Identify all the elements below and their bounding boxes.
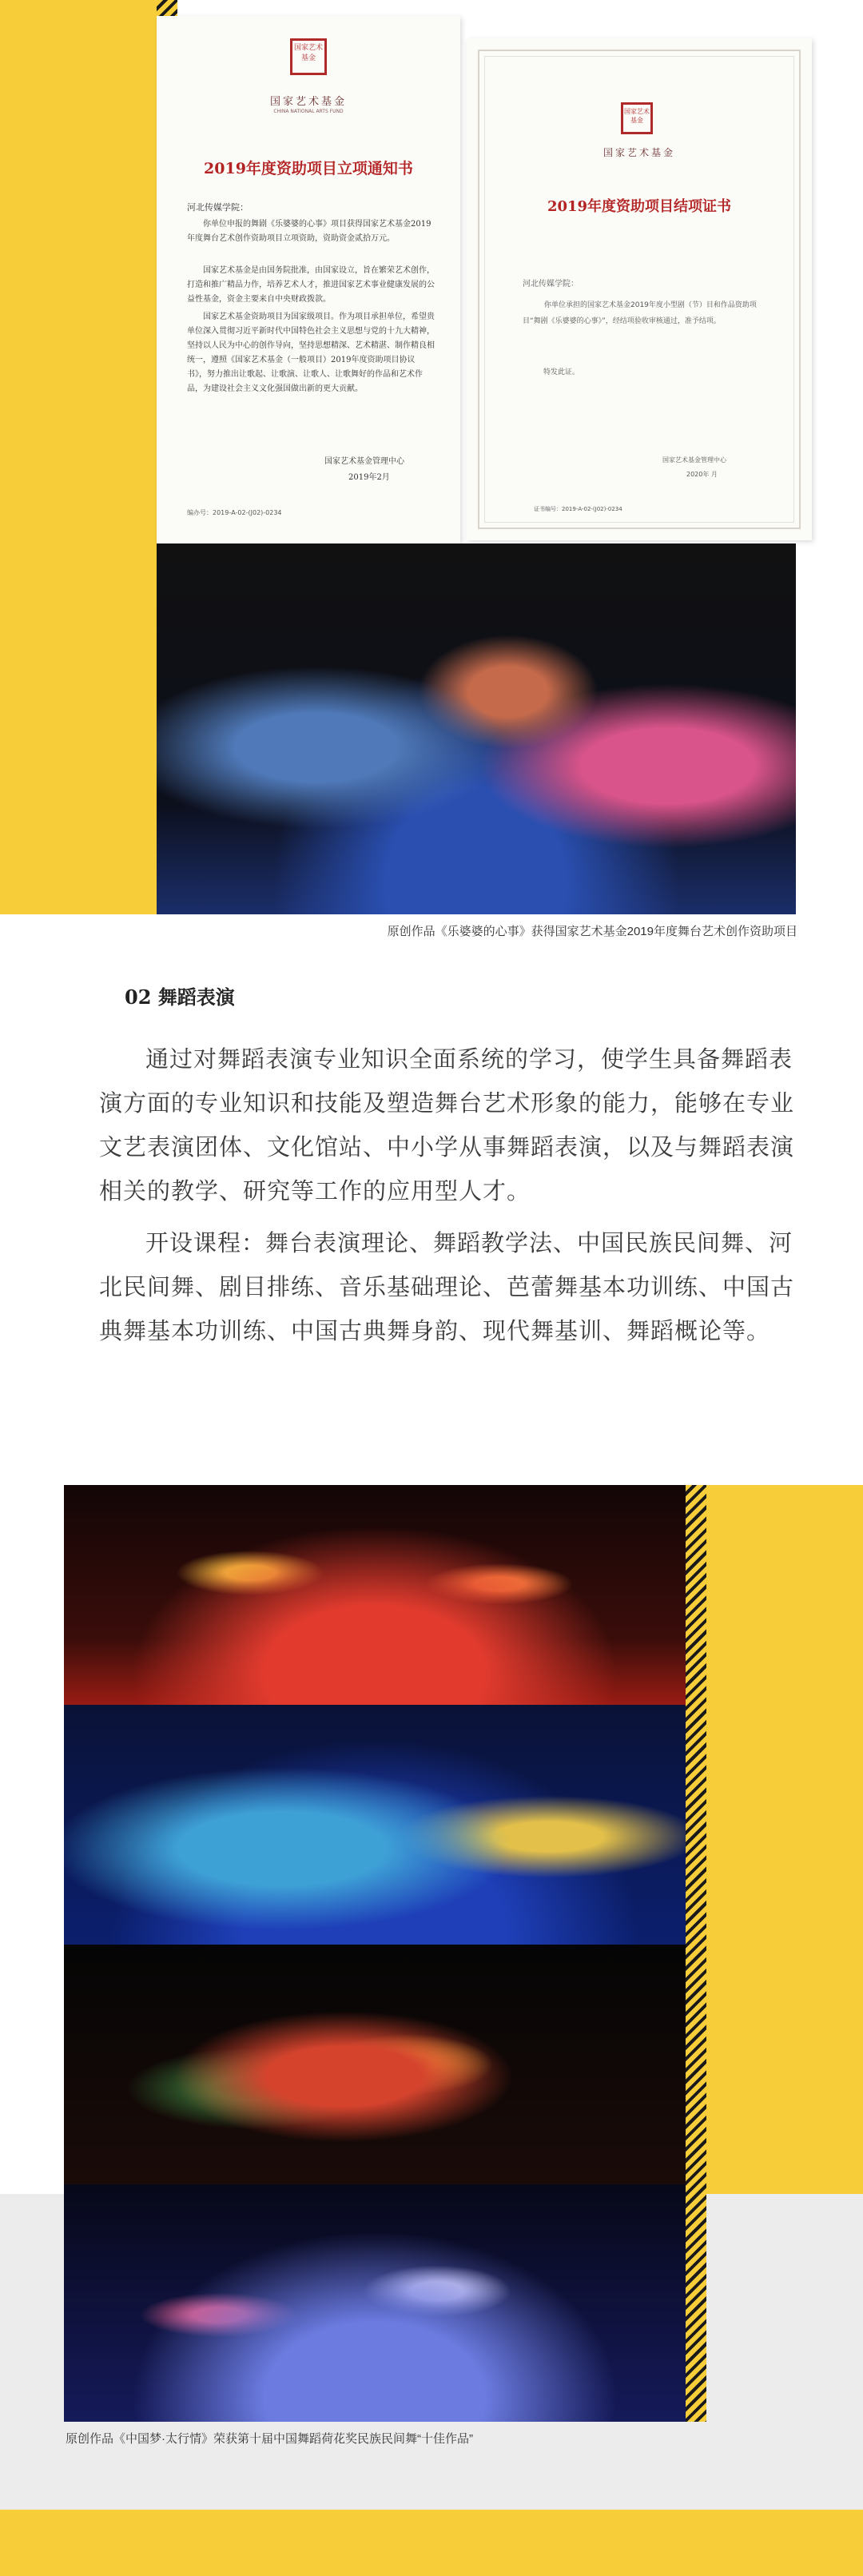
doc1-number: 编办号：2019-A-02-(J02)-0234 <box>187 509 282 516</box>
doc1-body-3: 国家艺术基金资助项目为国家级项目。作为项目承担单位，希望贵单位深入贯彻习近平新时代中国特色社会主义思想与党的十九大精神，坚持以人民为中心的创作导向，坚持思想精深、艺术精湛、制作精良相统一，遵照《国家艺术基金（一般项目）2019年度资助项目协议书》，努力推出让歌起、让歌演、让歌人、让歌舞好的作品和艺术作品，为建设社会主义文化强国做出新的更大贡献。 <box>187 313 435 393</box>
doc2-title: 2019年度资助项目结项证书 <box>547 198 732 215</box>
doc2-closing: 特发此证。 <box>543 368 580 376</box>
completion-certificate-document <box>467 38 812 540</box>
hazard-stripe-bottom <box>686 1485 706 2422</box>
doc1-salutation: 河北传媒学院： <box>187 202 249 213</box>
photo-gallery <box>64 1485 686 2422</box>
gallery-photo-1 <box>64 1485 686 1705</box>
yellow-footer-band <box>0 2510 863 2576</box>
doc1-body-1: 你单位申报的舞剧《乐婆婆的心事》项目获得国家艺术基金2019年度舞台艺术创作资助项目立项资助，资助资金贰拾万元。 <box>187 220 432 243</box>
section-paragraph-2: 开设课程：舞台表演理论、舞蹈教学法、中国民族民间舞、河北民间舞、剧目排练、音乐基础理论、芭蕾舞基本功训练、中国古典舞基本功训练、中国古典舞身韵、现代舞基训、舞蹈概论等。 <box>99 1229 795 1344</box>
doc1-body-2: 国家艺术基金是由国务院批准，由国家设立，旨在繁荣艺术创作，打造和推广精品力作，培养艺术人才，推进国家艺术事业健康发展的公益性基金，资金主要来自中央财政拨款。 <box>187 266 435 304</box>
doc1-org-english: CHINA NATIONAL ARTS FUND <box>273 109 344 114</box>
photo-caption-1: 原创作品《乐婆婆的心事》获得国家艺术基金2019年度舞台艺术创作资助项目 <box>387 925 797 938</box>
gallery-photo-4 <box>64 2184 686 2422</box>
doc2-signature: 国家艺术基金管理中心 <box>662 456 726 464</box>
fund-seal: 国家艺术基金 <box>621 102 653 134</box>
doc2-body: 你单位承担的国家艺术基金2019年度小型剧（节）目和作品资助项目“舞剧《乐婆婆的心事》”，经结项验收审核通过，准予结项。 <box>523 301 757 325</box>
approval-notice-document <box>157 16 460 543</box>
doc2-number: 证书编号：2019-A-02-(J02)-0234 <box>534 506 622 512</box>
gallery-photo-2 <box>64 1705 686 1945</box>
section-title: 02 舞蹈表演 <box>125 985 235 1009</box>
doc1-org-name: 国家艺术基金 <box>269 96 347 108</box>
doc1-title: 2019年度资助项目立项通知书 <box>204 160 413 177</box>
yellow-accent-left <box>0 0 157 914</box>
doc1-signature: 国家艺术基金管理中心 <box>324 457 404 466</box>
fund-seal: 国家艺术基金 <box>290 38 327 75</box>
doc2-date: 2020年 月 <box>686 471 718 478</box>
gallery-photo-3 <box>64 1945 686 2184</box>
doc2-salutation: 河北传媒学院： <box>523 280 579 289</box>
dance-performance-photo <box>157 543 796 914</box>
section-paragraph-1: 通过对舞蹈表演专业知识全面系统的学习，使学生具备舞蹈表演方面的专业知识和技能及塑造舞台艺术形象的能力，能够在专业文艺表演团体、文化馆站、中小学从事舞蹈表演，以及与舞蹈表演相关的教学、研究等工作的应用型人才。 <box>99 1045 795 1204</box>
doc1-date: 2019年2月 <box>348 473 390 482</box>
photo-caption-2: 原创作品《中国梦·太行情》荣获第十届中国舞蹈荷花奖民族民间舞“十佳作品” <box>66 2432 473 2446</box>
doc2-org-name: 国家艺术基金 <box>603 147 675 158</box>
